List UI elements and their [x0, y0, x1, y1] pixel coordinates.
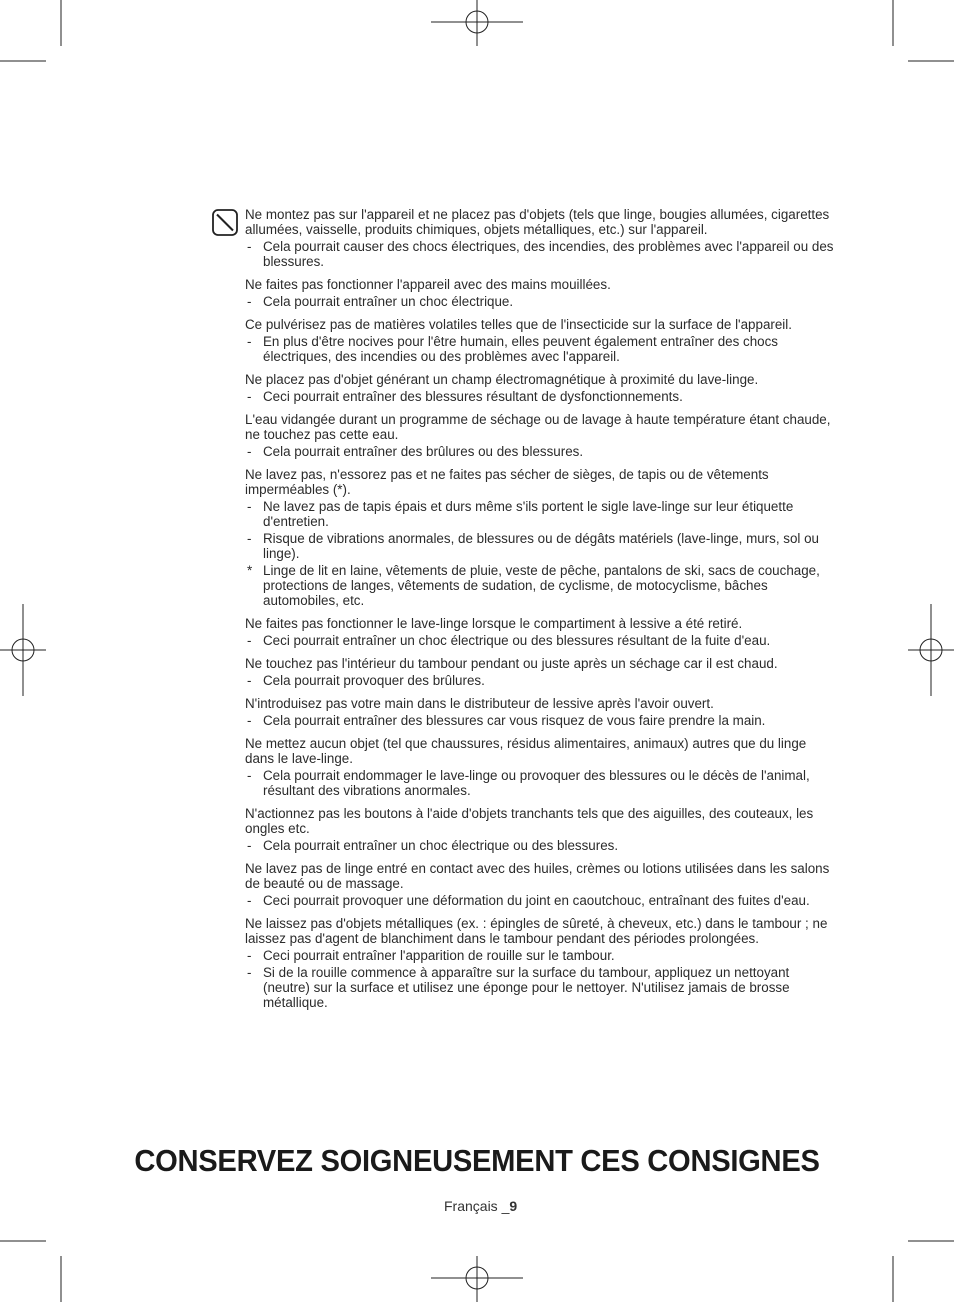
- consequence-text: Cela pourrait endommager le lave-linge ou provoquer des blessures ou le décès de l'animal, résultant des vibrations anormales.: [263, 768, 810, 798]
- warning-text: Ne lavez pas de linge entré en contact avec des huiles, crèmes ou lotions utilisées dans les salons de beauté ou de massage.: [245, 861, 830, 891]
- warning-text: Ce pulvérisez pas de matières volatiles telles que de l'insecticide sur la surface de l'appareil.: [245, 317, 792, 332]
- warning-item: [245, 277, 835, 309]
- bullet-marker: -: [247, 531, 252, 546]
- warning-text: Ne laissez pas d'objets métalliques (ex. : épingles de sûreté, à cheveux, etc.) dans le tambour ; ne laissez pas d'agent de blanchiment dans le tambour pendant des périodes prolongées.: [245, 916, 828, 946]
- warning-text: N'introduisez pas votre main dans le distributeur de lessive après l'avoir ouvert.: [245, 696, 714, 711]
- warning-consequence: [245, 768, 835, 798]
- consequence-text: Cela pourrait entraîner un choc électrique.: [263, 294, 514, 309]
- consequence-text: Si de la rouille commence à apparaître sur la surface du tambour, appliquez un nettoyant (neutre) sur la surface et utilisez une éponge pour le nettoyer. N'utilisez jamais de brosse métallique.: [263, 965, 790, 1010]
- consequence-text: Ceci pourrait provoquer une déformation du joint en caoutchouc, entraînant des fuites d'eau.: [263, 893, 810, 908]
- warning-consequence: [245, 563, 835, 608]
- prohibition-icon: [212, 209, 238, 236]
- warning-consequence: [245, 334, 835, 364]
- bullet-marker: -: [247, 294, 252, 309]
- warning-item: [245, 317, 835, 364]
- warning-text: Ne mettez aucun objet (tel que chaussures, résidus alimentaires, animaux) autres que du linge dans le lave-linge.: [245, 736, 807, 766]
- warning-consequence: [245, 673, 835, 688]
- warning-consequence: [245, 499, 835, 529]
- warning-text: L'eau vidangée durant un programme de séchage ou de lavage à haute température étant chaude, ne touchez pas cette eau.: [245, 412, 831, 442]
- warning-item: [245, 656, 835, 688]
- bullet-marker: -: [247, 948, 252, 963]
- consequence-text: Cela pourrait causer des chocs électriques, des incendies, des problèmes avec l'appareil ou des blessures.: [263, 239, 834, 269]
- consequence-text: En plus d'être nocives pour l'être humain, elles peuvent également entraîner des chocs électriques, des incendies ou des problèmes avec l'appareil.: [263, 334, 779, 364]
- warning-item: [245, 806, 835, 853]
- warning-item: [245, 916, 835, 1010]
- page-title: CONSERVEZ SOIGNEUSEMENT CES CONSIGNES: [134, 1143, 820, 1178]
- footer-language: Français _: [444, 1198, 510, 1214]
- bullet-marker: -: [247, 389, 252, 404]
- warning-item: [245, 372, 835, 404]
- warning-list: [245, 207, 835, 1018]
- warning-consequence: [245, 965, 835, 1010]
- consequence-text: Risque de vibrations anormales, de blessures ou de dégâts matériels (lave-linge, murs, sol ou linge).: [263, 531, 819, 561]
- warning-consequence: [245, 633, 835, 648]
- bullet-marker: -: [247, 239, 252, 254]
- consequence-text: Cela pourrait entraîner des blessures car vous risquez de vous faire prendre la main.: [263, 713, 766, 728]
- warning-item: [245, 616, 835, 648]
- bullet-marker: -: [247, 444, 252, 459]
- warning-item: [245, 861, 835, 908]
- warning-text: Ne lavez pas, n'essorez pas et ne faites pas sécher de sièges, de tapis ou de vêtements imperméables (*).: [245, 467, 769, 497]
- bullet-marker: -: [247, 893, 252, 908]
- warning-item: [245, 412, 835, 459]
- bullet-marker: -: [247, 499, 252, 514]
- warning-consequence: [245, 389, 835, 404]
- warning-consequence: [245, 239, 835, 269]
- consequence-text: Ceci pourrait entraîner l'apparition de rouille sur le tambour.: [263, 948, 615, 963]
- bullet-marker: -: [247, 334, 252, 349]
- consequence-text: Ne lavez pas de tapis épais et durs même s'ils portent le sigle lave-linge sur leur étiquette d'entretien.: [263, 499, 794, 529]
- bullet-marker: -: [247, 673, 252, 688]
- warning-consequence: [245, 444, 835, 459]
- bullet-marker: -: [247, 838, 252, 853]
- consequence-text: Cela pourrait entraîner un choc électrique ou des blessures.: [263, 838, 619, 853]
- bullet-marker: -: [247, 633, 252, 648]
- warning-text: Ne faites pas fonctionner l'appareil avec des mains mouillées.: [245, 277, 611, 292]
- warning-text: N'actionnez pas les boutons à l'aide d'objets tranchants tels que des aiguilles, des couteaux, les ongles etc.: [245, 806, 814, 836]
- warning-item: [245, 207, 835, 269]
- consequence-text: Cela pourrait provoquer des brûlures.: [263, 673, 485, 688]
- warning-consequence: [245, 948, 835, 963]
- warning-text: Ne touchez pas l'intérieur du tambour pendant ou juste après un séchage car il est chaud.: [245, 656, 778, 671]
- warning-text: Ne montez pas sur l'appareil et ne placez pas d'objets (tels que linge, bougies allumées, cigarettes allumées, vaisselle, produits chimiques, objets métalliques, etc.) sur l'appareil.: [245, 207, 830, 237]
- consequence-text: Ceci pourrait entraîner des blessures résultant de dysfonctionnements.: [263, 389, 683, 404]
- warning-consequence: [245, 294, 835, 309]
- page-number: 9: [509, 1198, 518, 1214]
- consequence-text: Cela pourrait entraîner des brûlures ou des blessures.: [263, 444, 584, 459]
- warning-text: Ne placez pas d'objet générant un champ électromagnétique à proximité du lave-linge.: [245, 372, 759, 387]
- consequence-text: Linge de lit en laine, vêtements de pluie, veste de pêche, pantalons de ski, sacs de couchage, protections de langes, vêtements de sudation, de cyclisme, de motocyclisme, bâches automobiles, etc.: [263, 563, 820, 608]
- warning-consequence: [245, 893, 835, 908]
- warning-item: [245, 467, 835, 608]
- warning-consequence: [245, 838, 835, 853]
- bullet-marker: -: [247, 713, 252, 728]
- bullet-marker: *: [247, 563, 253, 578]
- consequence-text: Ceci pourrait entraîner un choc électrique ou des blessures résultant de la fuite d'eau.: [263, 633, 771, 648]
- warning-consequence: [245, 713, 835, 728]
- page-footer: [444, 1198, 517, 1214]
- warning-item: [245, 696, 835, 728]
- warning-item: [245, 736, 835, 798]
- warning-consequence: [245, 531, 835, 561]
- bullet-marker: -: [247, 768, 252, 783]
- warning-text: Ne faites pas fonctionner le lave-linge lorsque le compartiment à lessive a été retiré.: [245, 616, 743, 631]
- bullet-marker: -: [247, 965, 252, 980]
